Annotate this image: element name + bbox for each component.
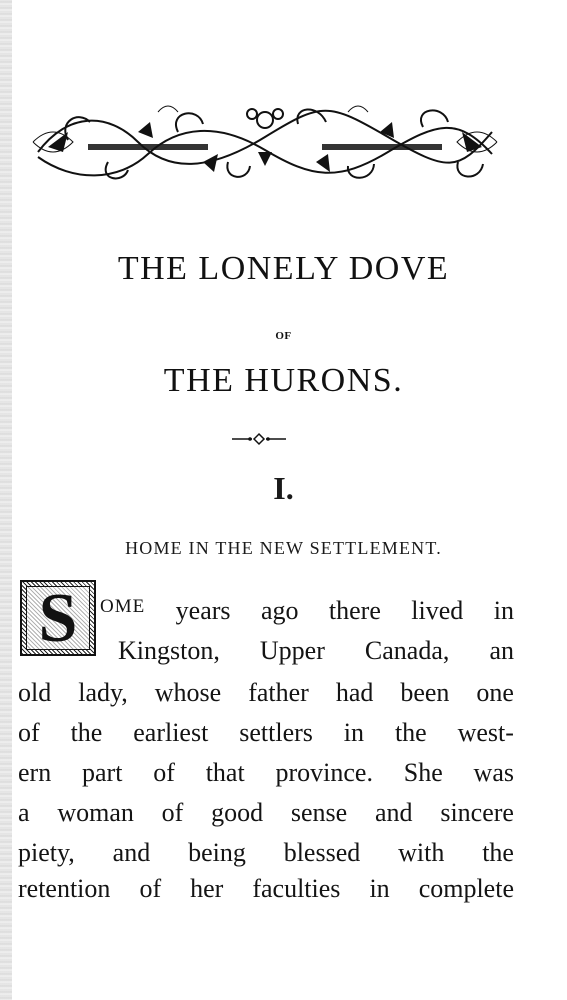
- word: the: [394, 718, 427, 747]
- word: piety,: [18, 838, 75, 867]
- word: old: [18, 678, 52, 707]
- word: west-: [457, 718, 514, 747]
- word: that: [205, 758, 245, 787]
- word: faculties: [252, 874, 341, 903]
- word: good: [211, 798, 264, 827]
- word: of: [18, 718, 40, 747]
- word: blessed: [283, 838, 361, 867]
- word: a: [18, 798, 30, 827]
- body-line-3: [18, 678, 514, 708]
- word: one: [476, 678, 514, 707]
- body-line-7: [18, 838, 514, 868]
- word: of: [161, 798, 184, 827]
- diamond-rule-icon: [230, 432, 288, 446]
- word: the: [70, 718, 103, 747]
- word: of: [153, 758, 175, 787]
- word: in: [369, 874, 390, 903]
- word: and: [375, 798, 413, 827]
- word: of: [139, 874, 162, 903]
- word: part: [82, 758, 123, 787]
- body-line-2: [118, 636, 514, 666]
- dropcap-letter: S: [38, 580, 78, 657]
- floral-scroll-ornament-icon: [28, 92, 502, 190]
- word: sense: [290, 798, 348, 827]
- body-line-1: [100, 596, 514, 626]
- word: lady,: [78, 678, 128, 707]
- word: had: [335, 678, 374, 707]
- body-line-5: [18, 758, 514, 788]
- book-title-line-2: THE HURONS.: [163, 362, 404, 399]
- word: being: [188, 838, 246, 867]
- word: Kingston,: [118, 636, 220, 665]
- word: retention: [18, 874, 111, 903]
- word: complete: [418, 874, 514, 903]
- word: Canada,: [364, 636, 450, 665]
- book-title-line-1: THE LONELY DOVE: [117, 250, 450, 287]
- word: was: [473, 758, 514, 787]
- word: father: [248, 678, 309, 707]
- body-line-8: [18, 874, 514, 904]
- body-line-6: [18, 798, 514, 828]
- word: her: [190, 874, 224, 903]
- body-line-4: [18, 718, 514, 748]
- word: years: [175, 596, 231, 625]
- word: there: [328, 596, 381, 625]
- word: woman: [57, 798, 134, 827]
- word: settlers: [239, 718, 313, 747]
- word: in: [493, 596, 514, 625]
- small-caps-word: OME: [100, 596, 146, 617]
- word: province.: [275, 758, 373, 787]
- word: lived: [411, 596, 464, 625]
- word: ern: [18, 758, 52, 787]
- word: sincere: [440, 798, 514, 827]
- chapter-title: HOME IN THE NEW SETTLEMENT.: [125, 538, 442, 558]
- chapter-number: I.: [273, 470, 294, 506]
- word: Upper: [259, 636, 325, 665]
- word: ago: [260, 596, 299, 625]
- dropcap-box: [20, 580, 96, 656]
- word: been: [400, 678, 450, 707]
- word: in: [343, 718, 365, 747]
- word: and: [112, 838, 151, 867]
- word: earliest: [133, 718, 209, 747]
- word: the: [482, 838, 514, 867]
- word: whose: [154, 678, 222, 707]
- word: an: [489, 636, 514, 665]
- book-title-of: OF: [275, 330, 292, 342]
- word: with: [398, 838, 445, 867]
- word: She: [403, 758, 443, 787]
